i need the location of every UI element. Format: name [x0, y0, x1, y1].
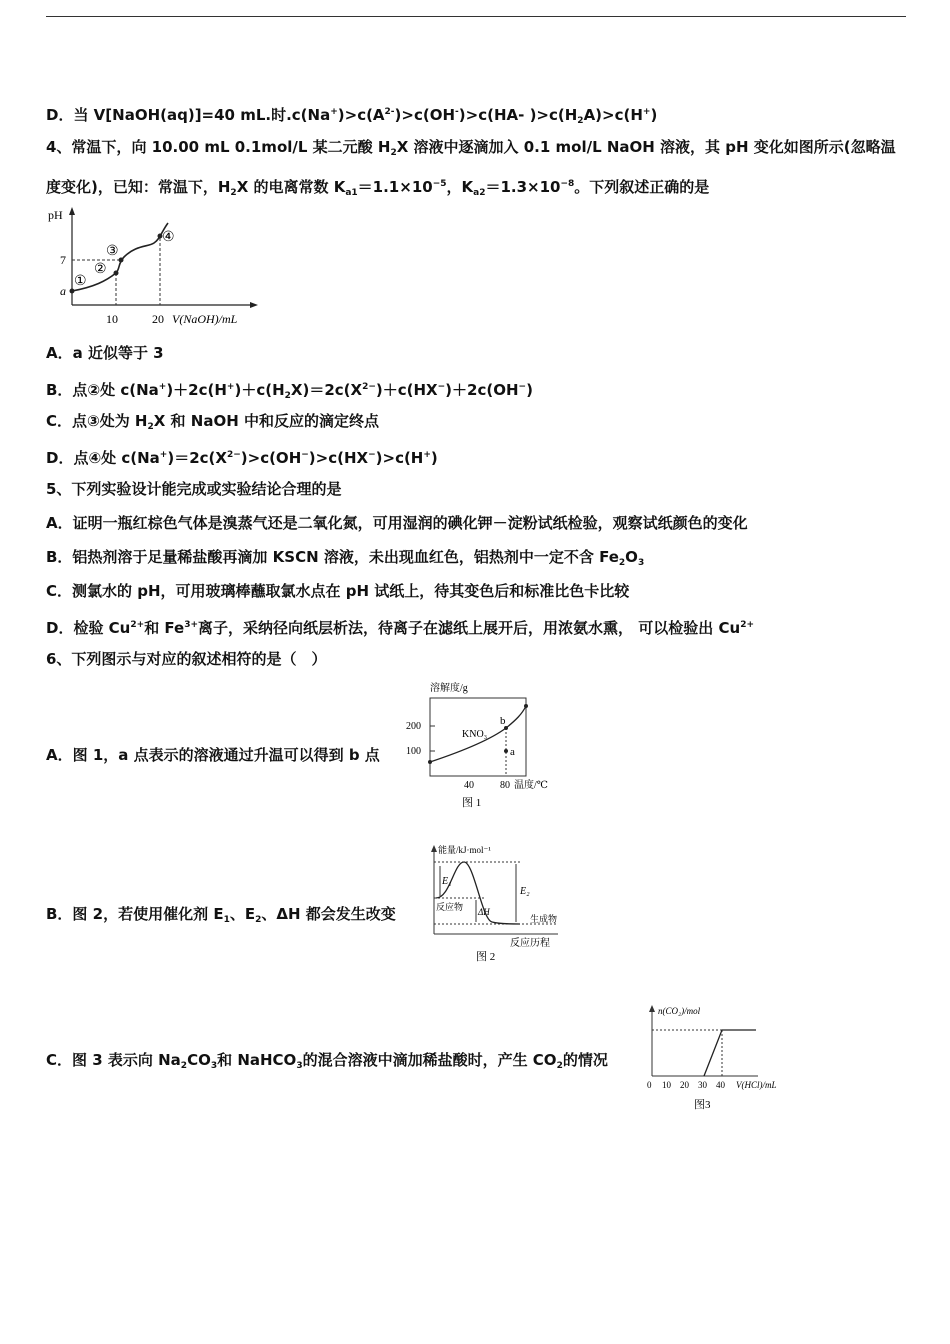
q6-option-c: C．图 3 表示向 $Na_2CO_3$和 NaHCO$_3$的混合溶液中滴加稀盐酸时，产生 $CO_2$的情况	[46, 1051, 608, 1071]
fig1-y200: 200	[406, 721, 421, 732]
fig1-x40: 40	[464, 780, 474, 791]
x-20-tick: 20	[152, 312, 164, 326]
fig3-t20: 20	[680, 1080, 689, 1090]
fig3-caption: 图3	[694, 1099, 711, 1111]
q4-stem-line2: 度变化)，已知：常温下，$H_2X$ 的电离常数 $K_{a1}=1.1\times 10^{-5}$，$K_{a2}=1.3\times 10^{-8}$。下列叙述正确的是	[46, 178, 710, 198]
fig2-e1: E₁	[442, 876, 452, 887]
point-4-label: ④	[162, 230, 175, 245]
fig1-point-a: a	[510, 746, 515, 758]
fig1-x80: 80	[500, 780, 510, 791]
q5-option-d: D．检验 $Cu^{2+}$和 $Fe^{3+}$离子，采纳径向纸层析法，待离子在滤纸上展开后，用浓氨水熏， 可以检验出 $Cu^{2+}$	[46, 619, 754, 637]
figure-1-solubility	[400, 680, 560, 812]
ph-axis-label: pH	[48, 208, 63, 222]
q6-stem: 6、下列图示与对应的叙述相符的是（ ）	[46, 650, 327, 668]
point-2-label: ②	[94, 262, 107, 277]
fig2-product: 生成物	[530, 914, 558, 924]
figure-3-co2	[642, 1002, 792, 1114]
fig1-caption: 图 1	[462, 797, 482, 809]
fig2-caption: 图 2	[476, 951, 496, 963]
ph-titration-graph	[44, 203, 264, 331]
q6-option-b: B．图 2，若使用催化剂 $E_1$、$E_2$、ΔH 都会发生改变	[46, 905, 396, 925]
q4-option-c: C．点③处为 $H_2X$ 和 NaOH 中和反应的滴定终点	[46, 412, 379, 432]
q4-option-d: D．点④处 $c(Na^+)=2c(X^{2-})>c(OH^-)>c(HX^-)>c(H^+)$	[46, 449, 438, 467]
fig3-t10: 10	[662, 1080, 671, 1090]
fig2-dh: ΔH	[478, 907, 490, 917]
figure-2-energy	[426, 842, 566, 964]
ph-7-tick: 7	[60, 253, 66, 267]
fig1-ylabel: 溶解度/g	[430, 683, 468, 694]
fig3-t30: 30	[698, 1080, 707, 1090]
x-axis-label: V(NaOH)/mL	[172, 312, 238, 326]
point-1-label: ①	[74, 274, 87, 289]
x-10-tick: 10	[106, 312, 118, 326]
header-rule	[46, 16, 906, 17]
fig3-t40: 40	[716, 1080, 725, 1090]
fig1-xlabel: 温度/℃	[514, 780, 548, 791]
fig3-xlabel: V(HCl)/mL	[736, 1080, 777, 1090]
ph-a-tick: a	[60, 284, 66, 298]
point-3-label: ③	[106, 244, 119, 259]
fig3-t0: 0	[647, 1080, 652, 1090]
fig1-curve-label: KNO₃	[462, 729, 488, 740]
fig2-e2: E₂	[520, 886, 530, 897]
fig1-y100: 100	[406, 746, 421, 757]
fig2-reactant: 反应物	[436, 902, 464, 912]
fig3-ylabel: n(CO₂)/mol	[658, 1006, 701, 1016]
q4-option-b: B．点②处 $c(Na^+)+2c(H^+)+c(H_2X)=2c(X^{2-})+c(HX^-)+2c(OH^-)$	[46, 381, 533, 401]
q5-stem: 5、下列实验设计能完成或实验结论合理的是	[46, 480, 342, 498]
fig2-xlabel: 反应历程	[510, 938, 550, 949]
q5-option-a: A．证明一瓶红棕色气体是溴蒸气还是二氧化氮，可用湿润的碘化钾－淀粉试纸检验，观察试纸颜色的变化	[46, 514, 748, 532]
q4-option-a: A．a 近似等于 3	[46, 344, 164, 362]
fig1-point-b: b	[500, 715, 506, 727]
q6-option-a: A．图 1，a 点表示的溶液通过升温可以得到 b 点	[46, 746, 380, 764]
fig2-ylabel: 能量/kJ·mol⁻¹	[438, 845, 491, 855]
q4-stem-line1: 4、常温下，向 10.00 mL 0.1mol/L 某二元酸 $H_2X$ 溶液中逐滴加入 0.1 mol/L NaOH 溶液，其 pH 变化如图所示(忽略温	[46, 138, 896, 158]
q3-option-d: D．当 V[NaOH(aq)]=40 mL.时$.c(Na^+)>c(A^{2-})>c(OH^-)>c(HA-$ )$>c(H_2A)>c(H^+)$	[46, 106, 658, 126]
q5-option-c: C．测氯水的 pH，可用玻璃棒蘸取氯水点在 pH 试纸上，待其变色后和标准比色卡比较	[46, 582, 630, 600]
q5-option-b: B．铝热剂溶于足量稀盐酸再滴加 KSCN 溶液，未出现血红色，铝热剂中一定不含 $Fe_2O_3$	[46, 548, 645, 568]
